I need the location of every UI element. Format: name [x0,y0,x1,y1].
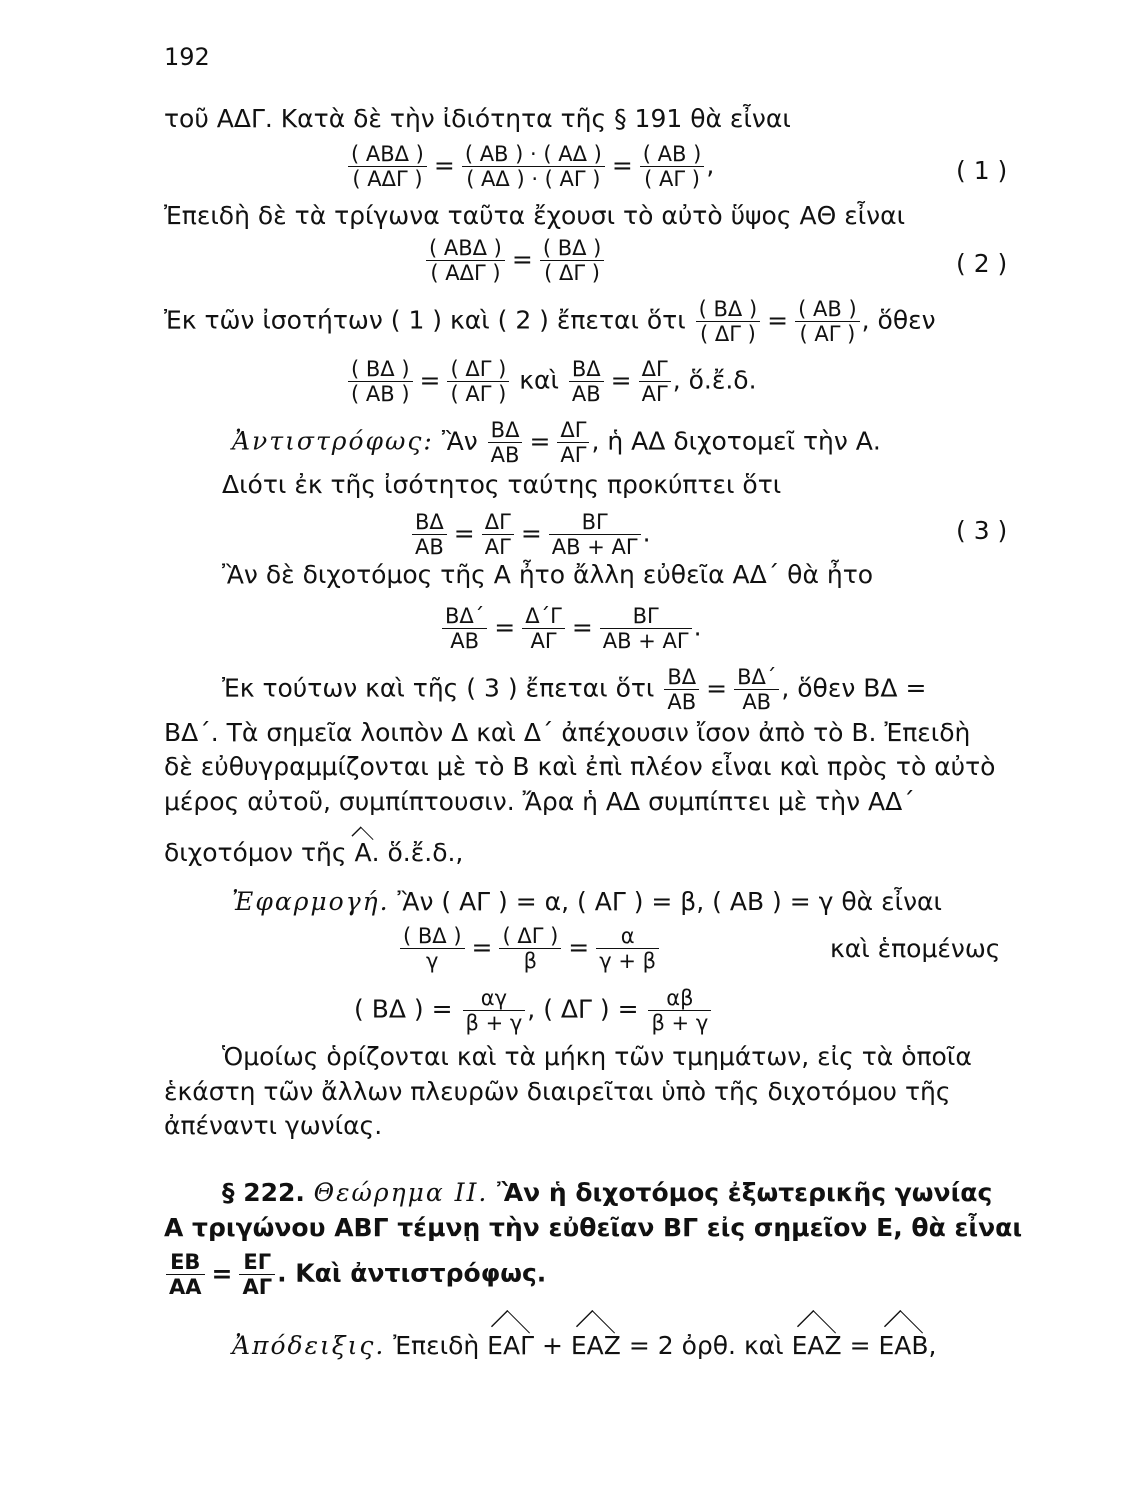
text-line-9: ΒΔ΄. Τὰ σημεῖα λοιπὸν Δ καὶ Δ΄ ἀπέχουσιν ἴσον ἀπὸ τὸ Β. Ἐπειδὴ [164,718,971,747]
numerator: ( ΒΔ ) [696,297,761,322]
denominator: ( ΑΓ ) [450,382,507,406]
angle-symbol: ΕΑΖ [570,1331,621,1360]
l21-fraction-1 [166,1250,205,1299]
qed: . ὅ.ἔ.δ., [371,838,464,867]
l5-fraction-2 [557,418,589,467]
text-line-12 [164,838,463,868]
numerator: ( ΔΓ ) [499,924,561,949]
text-line-17: ἑκάστη τῶν ἄλλων πλευρῶν διαιρεῖται ὑπὸ τῆς διχοτόμου τῆς [164,1077,951,1106]
denominator: ΑΓ [641,382,668,406]
eq1-fraction-1 [348,142,427,191]
text-line-5: Ἀντιστρόφως: Ἂν $\frac{B\Delta}{AB}$ = $\frac{\Delta\Gamma}{A\Gamma}$ , ἡ ΑΔ διχοτομεῖ τὴν Α. [232,418,881,467]
numerator: ΕΓ [239,1250,275,1275]
l3-fraction-2 [795,297,860,346]
denominator: ( ΑΔ ) · ( ΑΓ ) [466,167,601,191]
line-text-mid: = 2 ὀρθ. καὶ [628,1331,784,1360]
numerator: Δ΄Γ [522,604,565,629]
numerator: αβ [648,986,711,1011]
qed: , ὅ.ἔ.δ. [672,365,757,395]
denominator: ( ΑΔΓ ) [352,167,423,191]
text-line-1: τοῦ ΑΔΓ. Κατὰ δὲ τὴν ἰδιότητα τῆς § 191 θὰ εἶναι [164,104,791,133]
line-text-mid: , ( ΔΓ ) = [527,994,639,1024]
numerator: ΒΓ [549,510,641,535]
proof-line [232,1331,936,1361]
numerator: ΔΓ [557,418,589,443]
l4-fraction-2 [447,357,509,406]
line-text: ( ΒΔ ) = [354,994,453,1024]
angle-symbol: ΕΑΒ [878,1331,929,1360]
italic-heading: Ἐφαρμογή. [232,887,390,916]
denominator: β + γ [465,1011,523,1035]
line-text: Ἐκ τούτων καὶ τῆς ( 3 ) ἔπεται ὅτι [222,673,655,703]
l4-fraction-1 [348,357,413,406]
l4-fraction-4 [639,357,671,406]
text-line-18: ἀπέναντι γωνίας. [164,1111,383,1140]
numerator: ( ΑΒΔ ) [426,236,505,261]
l15-fraction-2 [648,986,711,1035]
plus-sign: + [541,1331,563,1360]
numerator: ( ΒΔ ) [348,357,413,382]
denominator: ΑΒ [667,690,697,714]
numerator: ΒΔ [488,418,523,443]
equation-2: $\frac{\text{( ΑΒΔ )}}{\text{( ΑΔΓ )}}$ = $\frac{( B\Delta )}{( \Delta\Gamma )}$ [424,236,606,285]
denominator: β [523,949,538,973]
numerator: ( ΒΔ ) [540,236,605,261]
text-line-14-end: καὶ ἑπομένως [830,934,1001,963]
angle-symbol: Α [354,838,372,867]
denominator: β + γ [651,1011,709,1035]
l5-fraction-1 [488,418,523,467]
eq2-fraction-1 [426,236,505,285]
eq2-fraction-2 [540,236,605,285]
numerator: αγ [463,986,526,1011]
numerator: ( ΑΒ ) [795,297,860,322]
text-line-15 [354,986,713,1035]
l21-fraction-2 [239,1250,275,1299]
eq4-fraction-1 [442,604,487,653]
line-text: Ἂν ( ΑΓ ) = α, ( ΑΓ ) = β, ( ΑΒ ) = γ θὰ εἶναι [397,887,942,916]
denominator: ΑΓ [484,535,511,559]
l14-fraction-2 [499,924,561,973]
denominator: ΑΒ [571,382,601,406]
numerator: ( ΒΔ ) [400,924,465,949]
denominator: ΑΑ [169,1275,202,1299]
denominator: ΑΒ + ΑΓ [602,629,689,653]
numerator: ΒΔ΄ [734,665,779,690]
equation-number-1: ( 1 ) [956,156,1008,185]
denominator: ΑΓ [530,629,557,653]
theorem-text: Ἂν ἡ διχοτόμος ἐξωτερικῆς γωνίας [497,1178,993,1207]
page-number: 192 [164,43,210,71]
denominator: ΑΓ [242,1275,273,1299]
numerator: ( ΑΒΔ ) [348,142,427,167]
numerator: ΔΓ [639,357,671,382]
denominator: ( ΔΓ ) [700,322,756,346]
l8-fraction-2 [734,665,779,714]
eq3-fraction-1 [412,510,447,559]
line-text: Ἂν [441,426,478,456]
theorem-end: . Καὶ ἀντιστρόφως. [277,1258,547,1288]
section-number: § 222. [222,1178,305,1207]
numerator: ΒΔ΄ [442,604,487,629]
numerator: ( ΑΒ ) [640,142,705,167]
equation-3: $\frac{B\Delta}{AB}$ = $\frac{\Delta\Gamma}{A\Gamma}$ = $\frac{B\Gamma}{AB + A\Gamma}$ . [410,510,651,559]
denominator: ΑΒ [742,690,772,714]
text-line-10: δὲ εὐθυγραμμίζονται μὲ τὸ Β καὶ ἐπὶ πλέον εἶναι καὶ πρὸς τὸ αὐτὸ [164,752,996,781]
theorem-title: Θεώρημα ΙΙ. [313,1178,489,1207]
numerator: ( ΑΒ ) · ( ΑΔ ) [462,142,605,167]
text-line-8: Ἐκ τούτων καὶ τῆς ( 3 ) ἔπεται ὅτι $\frac{B\Delta}{AB}$ = $\frac{B\Delta΄}{AB}$ , ὅθεν ΒΔ = [222,665,927,714]
numerator: ΒΔ [664,665,699,690]
numerator: ΕΒ [166,1250,205,1275]
line-text-end: , ὅθεν ΒΔ = [781,673,927,703]
text-line-4: $\frac{( B\Delta )}{( AB )}$ = $\frac{( \Delta\Gamma )}{( A\Gamma )}$ καὶ $\frac{B\Delta}{AB}$ = $\frac{\Delta\Gamma}{A\Gamma}$ , ὅ.ἔ.δ. [346,357,757,406]
l14-fraction-1 [400,924,465,973]
text-line-2: Ἐπειδὴ δὲ τὰ τρίγωνα ταῦτα ἔχουσι τὸ αὐτὸ ὕψος ΑΘ εἶναι [164,201,906,230]
equation-number-3: ( 3 ) [956,516,1008,545]
text-line-3: Ἐκ τῶν ἰσοτήτων ( 1 ) καὶ ( 2 ) ἔπεται ὅτι $\frac{( B\Delta )}{( \Delta\Gamma )}$ = $\frac{( AB )}{( A\Gamma )}$ , ὅθεν [164,297,936,346]
line-text: Ἐκ τῶν ἰσοτήτων ( 1 ) καὶ ( 2 ) ἔπεται ὅτι [164,305,686,335]
l15-fraction-1 [463,986,526,1035]
denominator: γ [426,949,439,973]
text-line-14: $\frac{( B\Delta )}{\gamma}$ = $\frac{( \Delta\Gamma )}{\beta}$ = $\frac{\alpha}{\gamma + \beta}$ [398,924,661,973]
angle-symbol: ΕΑΖ [791,1331,842,1360]
theorem-heading [222,1178,992,1208]
proof-heading: Ἀπόδειξις. [232,1331,386,1360]
text-line-7: Ἂν δὲ διχοτόμος τῆς Α ἦτο ἄλλη εὐθεῖα ΑΔ΄ θὰ ἦτο [222,560,874,589]
denominator: ( ΑΔΓ ) [430,261,501,285]
denominator: ( ΔΓ ) [544,261,600,285]
denominator: ΑΒ [450,629,480,653]
eq1-fraction-3 [640,142,705,191]
denominator: ΑΒ [415,535,444,559]
equation-number-2: ( 2 ) [956,249,1008,278]
numerator: ΒΔ [412,510,447,535]
comma: , [928,1331,937,1360]
text-line-6: Διότι ἐκ τῆς ἰσότητος ταύτης προκύπτει ὅτι [222,470,782,499]
theorem-line-3: $\frac{EB}{AA}$ = $\frac{E\Gamma}{A\Gamma}$ . Καὶ ἀντιστρόφως. [164,1250,546,1299]
denominator: ( ΑΓ ) [799,322,856,346]
l4-fraction-3 [569,357,604,406]
numerator: ΒΔ [569,357,604,382]
equation-4: $\frac{B\Delta΄}{AB}$ = $\frac{\Delta΄\Gamma}{A\Gamma}$ = $\frac{B\Gamma}{AB + A\Gamma}$ . [440,604,702,653]
text-line-16: Ὁμοίως ὁρίζονται καὶ τὰ μήκη τῶν τμημάτων, εἰς τὰ ὁποῖα [222,1042,972,1071]
line-text: Ἐπειδὴ [393,1331,480,1360]
l14-fraction-3 [596,924,659,973]
line-text-end: , ἡ ΑΔ διχοτομεῖ τὴν Α. [591,426,881,456]
denominator: ( ΑΒ ) [351,382,410,406]
denominator: γ + β [599,949,657,973]
numerator: ΔΓ [482,510,514,535]
eq1-fraction-2 [462,142,605,191]
line-text-end: , ὅθεν [861,305,936,335]
denominator: ( ΑΓ ) [644,167,700,191]
numerator: α [596,924,659,949]
eq3-fraction-3 [549,510,641,559]
text-line-11: μέρος αὐτοῦ, συμπίπτουσιν. Ἄρα ἡ ΑΔ συμπίπτει μὲ τὴν ΑΔ΄ [164,787,915,816]
italic-heading: Ἀντιστρόφως: [232,426,434,456]
theorem-line-2: Α τριγώνου ΑΒΓ τέμνῃ τὴν εὐθεῖαν ΒΓ εἰς σημεῖον Ε, θὰ εἶναι [164,1213,1023,1242]
denominator: ΑΓ [560,443,587,467]
denominator: ΑΒ [490,443,520,467]
eq4-fraction-3 [600,604,692,653]
equals-sign: = [849,1331,871,1360]
l8-fraction-1 [664,665,699,714]
denominator: ΑΒ + ΑΓ [551,535,638,559]
line-text: διχοτόμον τῆς [164,838,347,867]
numerator: ( ΔΓ ) [447,357,509,382]
text-line-13 [232,887,942,917]
conjunction: καὶ [519,365,559,395]
angle-symbol: ΕΑΓ [487,1331,534,1360]
numerator: ΒΓ [600,604,692,629]
l3-fraction-1 [696,297,761,346]
equation-1: $\frac{\text{( ΑΒΔ )}}{\text{( ΑΔΓ )}}$ = $\frac{( AB ) \cdot ( A\Delta )}{( A\Delta ) \cdot ( A\Gamma )}$ = $\frac{( AB )}{( A\Gamma )}$ , [346,142,714,191]
eq4-fraction-2 [522,604,565,653]
eq3-fraction-2 [482,510,514,559]
